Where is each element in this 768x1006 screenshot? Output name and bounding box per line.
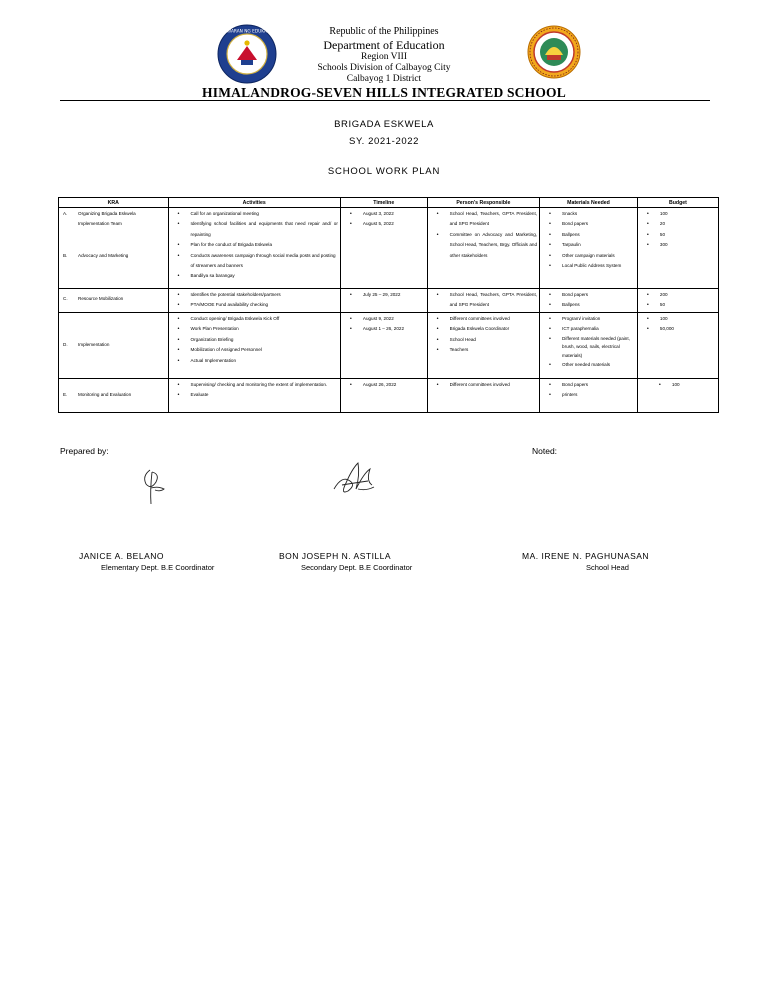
header-kra: KRA [59, 198, 169, 208]
list-item: • Other needed materials [562, 361, 635, 370]
list-item: • Evaluate [191, 390, 338, 400]
budget-cell [637, 313, 718, 379]
activities-cell [168, 379, 340, 413]
signature-2-icon [328, 455, 380, 503]
kra-item [63, 209, 166, 230]
timeline-cell [340, 208, 427, 289]
kra-cell [59, 289, 169, 313]
list-item: • Committee on Advocacy and Marketing, School Head, Teachers, Brgy. Officials and other stakeholders [450, 230, 537, 261]
table-row [59, 379, 719, 413]
list-item: • Bond papers [562, 380, 635, 390]
list-item: • Ballpens [562, 230, 635, 240]
list-item: • 50 [660, 230, 716, 240]
kra-cell [59, 208, 169, 289]
list-item: • 20 [660, 219, 716, 229]
division-line: Schools Division of Calbayog City [317, 63, 451, 73]
kra-cell [59, 313, 169, 379]
list-item: • School Head, Teachers, GPTA President, and SPG President [450, 209, 537, 230]
list-item: • Different committees involved [450, 314, 537, 324]
list-item: • 100 [660, 209, 716, 219]
list-item: • Ballpens [562, 300, 635, 310]
table-row [59, 208, 719, 289]
list-item: • Identifying school facilities and equipments that need repair and/ or repainting [191, 219, 338, 240]
list-item: • 300 [660, 240, 716, 250]
budget-cell [637, 208, 718, 289]
table-header-row [59, 198, 719, 208]
materials-cell [540, 379, 638, 413]
list-item: • Bond papers [562, 219, 635, 229]
table-row [59, 289, 719, 313]
kra-label: Organizing Brigada Eskwela Implementation Team [78, 211, 136, 227]
list-item: • 100 [660, 314, 716, 324]
persons-cell [427, 208, 539, 289]
list-item: • Tarpaulin [562, 240, 635, 250]
signer-1-name: JANICE A. BELANO [79, 551, 164, 561]
list-item: • Supervising/ checking and monitoring the extent of implementation. [191, 380, 338, 390]
prepared-by-label: Prepared by: [60, 446, 109, 456]
kra-label: Implementation [78, 342, 110, 348]
region-line: Region VIII [361, 52, 407, 62]
list-item: • Plan for the conduct of Brigada Eskwela [191, 240, 338, 250]
list-item: • Bond papers [562, 290, 635, 300]
header-timeline: Timeline [340, 198, 427, 208]
list-item: • Mobilization of Assigned Personnel [191, 345, 338, 355]
header-materials: Materials Needed [540, 198, 638, 208]
list-item: • Conduct opening/ Brigada Eskwela Kick Off [191, 314, 338, 324]
materials-cell [540, 289, 638, 313]
list-item: • August 3, 2022 [363, 209, 425, 219]
list-item: • Snacks [562, 209, 635, 219]
list-item: • Bandilya sa barangay [191, 271, 338, 281]
signer-2-role: Secondary Dept. B.E Coordinator [301, 563, 413, 572]
list-item: • Local Public Address System [562, 261, 635, 271]
list-item: • August 5, 2022 [363, 219, 425, 229]
timeline-cell [340, 313, 427, 379]
kra-item [63, 251, 166, 261]
kra-number: A. [63, 211, 68, 216]
list-item: • 200 [660, 290, 716, 300]
activities-cell [168, 313, 340, 379]
work-plan-table [58, 197, 719, 413]
republic-line: Republic of the Philippines [329, 26, 439, 37]
table-row [59, 313, 719, 379]
signer-3-role: School Head [586, 563, 629, 572]
signature-1-icon [138, 462, 178, 507]
kra-number: C. [63, 296, 68, 301]
list-item: • August 9, 2022 [363, 314, 425, 324]
list-item: • Identifies the potential stakeholders/partners [191, 290, 338, 300]
district-line: Calbayog 1 District [346, 74, 422, 84]
list-item: • PTA/MOOE Fund availability checking [191, 300, 338, 310]
kra-number: B. [63, 252, 68, 258]
list-item: • Other campaign materials [562, 251, 635, 261]
timeline-cell [340, 289, 427, 313]
signer-3-name: MA. IRENE N. PAGHUNASAN [522, 551, 650, 561]
persons-cell [427, 289, 539, 313]
kra-item [63, 340, 166, 350]
kra-cell [59, 379, 169, 413]
list-item: • 50 [660, 300, 716, 310]
kra-item [63, 390, 166, 400]
list-item: • July 25 – 29, 2022 [363, 290, 425, 300]
list-item: • School Head, Teachers, GPTA President, and SPG President [450, 290, 537, 311]
materials-cell [540, 208, 638, 289]
header-activities: Activities [168, 198, 340, 208]
list-item: • Program/ invitation [562, 314, 635, 324]
list-item: • 50,000 [660, 324, 716, 334]
signer-1-role: Elementary Dept. B.E Coordinator [101, 563, 215, 572]
header-persons: Person's Responsible [427, 198, 539, 208]
plan-title: SCHOOL WORK PLAN [327, 166, 441, 177]
list-item: • Teachers [450, 345, 537, 355]
list-item: • Different materials needed (paint, brush, wood, nails, electrical materials) [562, 335, 635, 361]
list-item: • Work Plan Presentation [191, 324, 338, 334]
header-divider [60, 100, 710, 101]
kra-number: D. [63, 342, 68, 348]
list-item: • Conducts awareness campaign through social media posts and posting of streamers and banners [191, 251, 338, 272]
list-item: • Actual Implementation [191, 356, 338, 366]
budget-cell [637, 289, 718, 313]
list-item: • Different committees involved [450, 380, 537, 390]
letterhead [0, 26, 768, 101]
timeline-cell [340, 379, 427, 413]
activities-cell [168, 208, 340, 289]
list-item: • Brigada Eskwela Coordinator [450, 324, 537, 334]
list-item: • School Head [450, 335, 537, 345]
list-item: • 100 [672, 380, 716, 390]
list-item: • Call for an organizational meeting [191, 209, 338, 219]
school-year: SY. 2021-2022 [349, 136, 419, 147]
signer-2-name: BON JOSEPH N. ASTILLA [279, 551, 392, 561]
list-item: • ICT paraphernalia [562, 324, 635, 334]
materials-cell [540, 313, 638, 379]
persons-cell [427, 379, 539, 413]
kra-label: Advocacy and Marketing [78, 252, 129, 258]
list-item: • August 26, 2022 [363, 380, 425, 390]
school-name: HIMALANDROG-SEVEN HILLS INTEGRATED SCHOOL [202, 85, 566, 100]
budget-cell [637, 379, 718, 413]
persons-cell [427, 313, 539, 379]
seal-left-text: KAGAWARAN NG EDUKASYON [217, 29, 277, 35]
department-line: Department of Education [323, 38, 445, 52]
activities-cell [168, 289, 340, 313]
kra-label: Resource Mobilization [78, 296, 124, 301]
kra-label: Monitoring and Evaluation [78, 392, 132, 398]
list-item: • August 1 – 26, 2022 [363, 324, 425, 334]
kra-number: E. [63, 392, 68, 398]
noted-label: Noted: [532, 446, 558, 456]
list-item: • printers [562, 390, 635, 400]
header-budget: Budget [637, 198, 718, 208]
list-item: • Organization Briefing [191, 335, 338, 345]
program-title: BRIGADA ESKWELA [334, 119, 434, 130]
kra-item [63, 294, 166, 304]
